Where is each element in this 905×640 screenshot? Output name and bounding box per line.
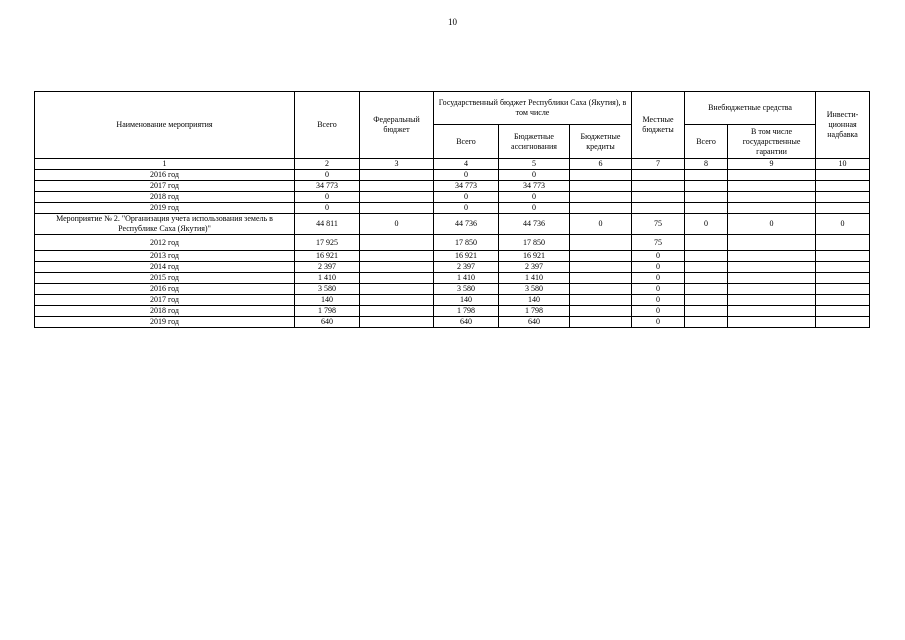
cell-value [360, 192, 434, 203]
measure-row [35, 214, 870, 235]
row-label: 2016 год [35, 284, 295, 295]
header-name: Наименование мероприятия [35, 92, 295, 159]
header-extra-group: Внебюджетные средства [685, 92, 816, 125]
column-number: 3 [360, 159, 434, 170]
table-row [35, 262, 870, 273]
header-state-total: Всего [434, 125, 499, 159]
cell-value: 0 [816, 214, 870, 235]
table-row [35, 235, 870, 251]
header-extra-guarantees: В том числе государственные гарантии [728, 125, 816, 159]
row-label: 2015 год [35, 273, 295, 284]
cell-value: 2 397 [295, 262, 360, 273]
cell-value: 0 [632, 295, 685, 306]
row-label: 2019 год [35, 317, 295, 328]
cell-value: 34 773 [295, 181, 360, 192]
cell-value: 1 798 [434, 306, 499, 317]
cell-value [816, 295, 870, 306]
cell-value [816, 306, 870, 317]
column-number: 10 [816, 159, 870, 170]
cell-value: 2 397 [434, 262, 499, 273]
cell-value [728, 317, 816, 328]
table-row [35, 203, 870, 214]
cell-value: 1 798 [499, 306, 570, 317]
cell-value: 0 [499, 170, 570, 181]
table-row [35, 251, 870, 262]
cell-value: 640 [499, 317, 570, 328]
header-total: Всего [295, 92, 360, 159]
cell-value: 0 [360, 214, 434, 235]
cell-value [570, 235, 632, 251]
column-number: 1 [35, 159, 295, 170]
table-row [35, 284, 870, 295]
cell-value: 0 [685, 214, 728, 235]
cell-value [570, 284, 632, 295]
cell-value: 0 [295, 203, 360, 214]
row-label: 2012 год [35, 235, 295, 251]
cell-value: 34 773 [434, 181, 499, 192]
cell-value: 0 [499, 192, 570, 203]
row-label: 2017 год [35, 181, 295, 192]
column-number: 8 [685, 159, 728, 170]
table-body [35, 170, 870, 328]
cell-value: 0 [632, 306, 685, 317]
cell-value [570, 192, 632, 203]
cell-value [570, 170, 632, 181]
cell-value [685, 181, 728, 192]
cell-value: 0 [434, 170, 499, 181]
column-number: 6 [570, 159, 632, 170]
cell-value [728, 170, 816, 181]
cell-value [685, 262, 728, 273]
cell-value [570, 251, 632, 262]
cell-value: 44 736 [499, 214, 570, 235]
cell-value [816, 192, 870, 203]
cell-value [685, 203, 728, 214]
cell-value: 0 [499, 203, 570, 214]
header-state-allocations: Бюджетные ассигнования [499, 125, 570, 159]
cell-value [360, 317, 434, 328]
column-number: 9 [728, 159, 816, 170]
cell-value: 75 [632, 214, 685, 235]
header-state-credits: Бюджетные кредиты [570, 125, 632, 159]
cell-value: 0 [295, 170, 360, 181]
cell-value [728, 273, 816, 284]
cell-value: 34 773 [499, 181, 570, 192]
column-number: 5 [499, 159, 570, 170]
cell-value [685, 235, 728, 251]
cell-value [360, 181, 434, 192]
cell-value [816, 170, 870, 181]
row-label: 2016 год [35, 170, 295, 181]
row-label: Мероприятие № 2. "Организация учета использования земель в Республике Саха (Якутия)" [35, 214, 295, 235]
cell-value: 44 736 [434, 214, 499, 235]
cell-value: 17 850 [434, 235, 499, 251]
cell-value [728, 306, 816, 317]
cell-value [570, 317, 632, 328]
cell-value: 0 [570, 214, 632, 235]
cell-value [816, 251, 870, 262]
cell-value [360, 170, 434, 181]
cell-value: 44 811 [295, 214, 360, 235]
table-row [35, 181, 870, 192]
cell-value [685, 251, 728, 262]
cell-value: 0 [434, 203, 499, 214]
row-label: 2018 год [35, 306, 295, 317]
cell-value [360, 273, 434, 284]
cell-value [570, 262, 632, 273]
cell-value: 0 [632, 317, 685, 328]
cell-value [728, 251, 816, 262]
cell-value [728, 284, 816, 295]
cell-value [570, 273, 632, 284]
cell-value [360, 251, 434, 262]
cell-value [816, 235, 870, 251]
cell-value [632, 203, 685, 214]
cell-value: 17 925 [295, 235, 360, 251]
header-local: Местные бюджеты [632, 92, 685, 159]
cell-value [360, 235, 434, 251]
cell-value [685, 170, 728, 181]
cell-value [816, 317, 870, 328]
cell-value: 0 [728, 214, 816, 235]
cell-value: 1 410 [434, 273, 499, 284]
cell-value: 0 [632, 273, 685, 284]
row-label: 2014 год [35, 262, 295, 273]
cell-value: 140 [499, 295, 570, 306]
cell-value: 16 921 [295, 251, 360, 262]
cell-value [728, 235, 816, 251]
header-state-group: Государственный бюджет Республики Саха (Якутия), в том числе [434, 92, 632, 125]
cell-value: 1 410 [295, 273, 360, 284]
cell-value: 16 921 [434, 251, 499, 262]
column-number: 4 [434, 159, 499, 170]
cell-value [570, 181, 632, 192]
column-number-row [35, 159, 870, 170]
page-number: 10 [448, 17, 457, 27]
header-federal: Федеральный бюджет [360, 92, 434, 159]
table-row [35, 306, 870, 317]
cell-value: 3 580 [434, 284, 499, 295]
cell-value [728, 192, 816, 203]
cell-value: 16 921 [499, 251, 570, 262]
cell-value [360, 295, 434, 306]
table-row [35, 295, 870, 306]
cell-value: 0 [632, 262, 685, 273]
cell-value [728, 203, 816, 214]
cell-value: 0 [434, 192, 499, 203]
column-number: 2 [295, 159, 360, 170]
budget-table [34, 91, 870, 328]
table-row [35, 273, 870, 284]
table-row [35, 317, 870, 328]
cell-value [728, 262, 816, 273]
cell-value [570, 203, 632, 214]
cell-value: 140 [295, 295, 360, 306]
cell-value: 640 [434, 317, 499, 328]
cell-value [632, 181, 685, 192]
cell-value: 0 [632, 251, 685, 262]
cell-value [685, 295, 728, 306]
cell-value: 1 410 [499, 273, 570, 284]
cell-value [728, 181, 816, 192]
cell-value [728, 295, 816, 306]
cell-value [685, 273, 728, 284]
cell-value: 0 [295, 192, 360, 203]
cell-value [632, 192, 685, 203]
table-row [35, 170, 870, 181]
header-extra-total: Всего [685, 125, 728, 159]
column-number: 7 [632, 159, 685, 170]
cell-value: 17 850 [499, 235, 570, 251]
cell-value: 2 397 [499, 262, 570, 273]
row-label: 2013 год [35, 251, 295, 262]
row-label: 2017 год [35, 295, 295, 306]
cell-value [816, 273, 870, 284]
cell-value [360, 284, 434, 295]
cell-value: 0 [632, 284, 685, 295]
cell-value: 3 580 [499, 284, 570, 295]
cell-value [360, 262, 434, 273]
header-investment: Инвести-ционная надбавка [816, 92, 870, 159]
cell-value: 640 [295, 317, 360, 328]
cell-value [816, 284, 870, 295]
cell-value [570, 306, 632, 317]
cell-value [570, 295, 632, 306]
cell-value: 3 580 [295, 284, 360, 295]
cell-value [685, 306, 728, 317]
cell-value [816, 203, 870, 214]
table-row [35, 192, 870, 203]
cell-value [685, 192, 728, 203]
row-label: 2019 год [35, 203, 295, 214]
cell-value [632, 170, 685, 181]
row-label: 2018 год [35, 192, 295, 203]
cell-value [816, 262, 870, 273]
cell-value [816, 181, 870, 192]
cell-value: 140 [434, 295, 499, 306]
cell-value: 75 [632, 235, 685, 251]
cell-value [360, 203, 434, 214]
cell-value: 1 798 [295, 306, 360, 317]
cell-value [360, 306, 434, 317]
cell-value [685, 317, 728, 328]
cell-value [685, 284, 728, 295]
